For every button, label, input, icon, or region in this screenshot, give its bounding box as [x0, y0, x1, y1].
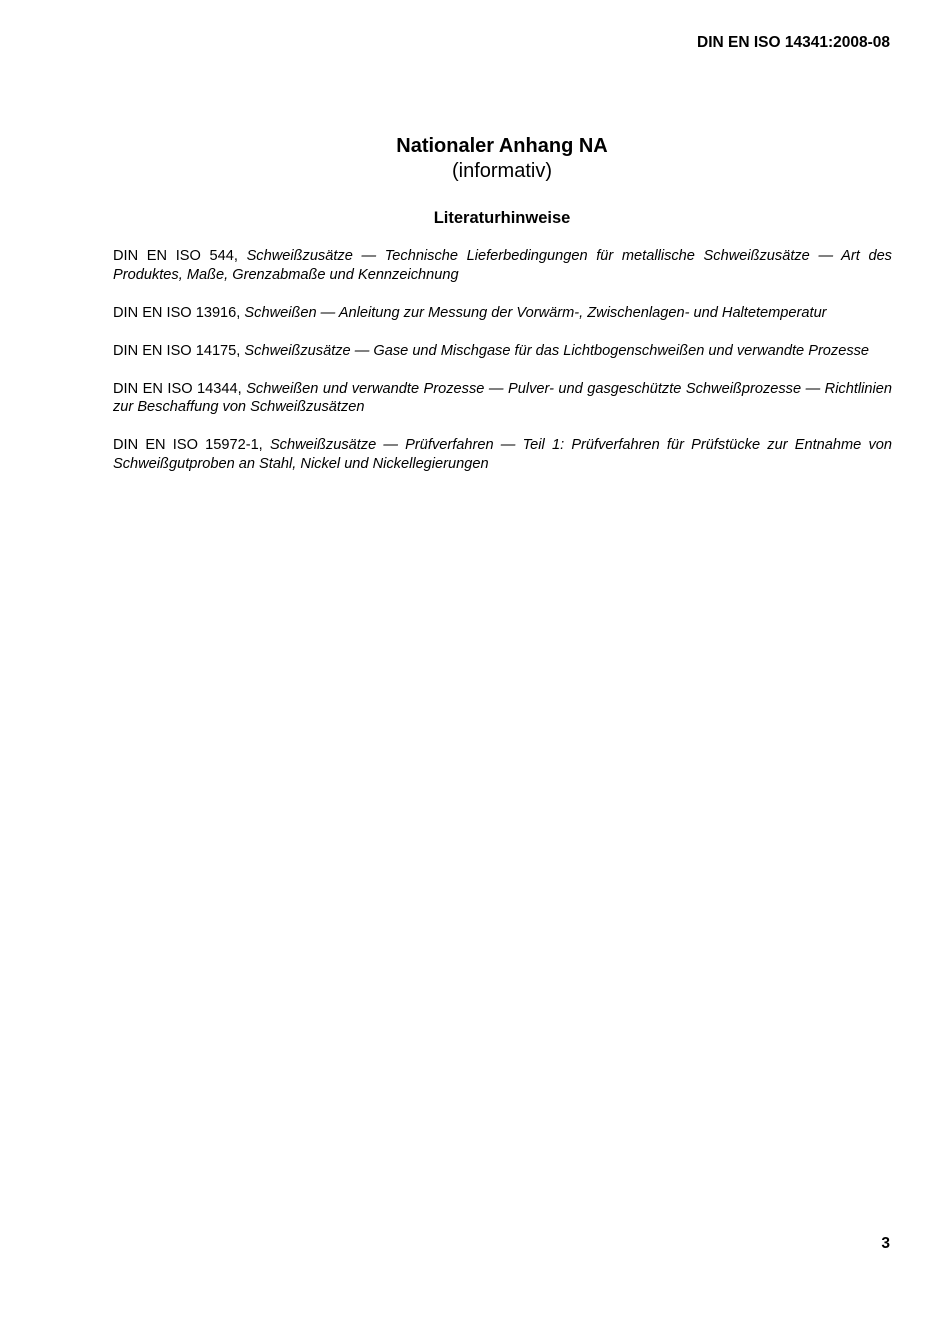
reference-title: Schweißzusätze — Prüfverfahren — Teil 1: Prüfverfahren für Prüfstücke zur Entnahme von Schweißgutproben an Stahl, Nickel und Nickellegierungen: [113, 437, 893, 472]
reference-standard: DIN EN ISO 544,: [113, 248, 238, 264]
section-heading: Literaturhinweise: [433, 209, 571, 227]
reference-entry: [113, 342, 892, 361]
annex-subtitle: (informativ): [451, 160, 552, 182]
annex-title: Nationaler Anhang NA: [396, 135, 608, 157]
reference-title: Schweißzusätze — Technische Lieferbedingungen für metallische Schweißzusätze — Art des Produktes, Maße, Grenzabmaße und Kennzeichnung: [113, 248, 892, 283]
document-number: DIN EN ISO 14341:2008-08: [697, 34, 890, 51]
reference-standard: DIN EN ISO 13916,: [113, 304, 241, 321]
reference-title: Schweißen — Anleitung zur Messung der Vorwärm-, Zwischenlagen- und Haltetemperatur: [244, 304, 827, 321]
reference-entry: [113, 436, 892, 473]
reference-entry: [113, 247, 892, 284]
reference-title: Schweißen und verwandte Prozesse — Pulver- und gasgeschützte Schweißprozesse — Richtlinien zur Beschaffung von Schweißzusätzen: [113, 380, 892, 415]
reference-entry: [113, 304, 892, 323]
reference-entry: [113, 380, 892, 417]
reference-standard: DIN EN ISO 14344,: [113, 380, 242, 397]
reference-title: Schweißzusätze — Gase und Mischgase für das Lichtbogenschweißen und verwandte Prozesse: [244, 342, 870, 359]
reference-standard: DIN EN ISO 14175,: [113, 342, 241, 359]
reference-standard: DIN EN ISO 15972-1,: [113, 437, 263, 453]
page-number: 3: [881, 1235, 890, 1252]
reference-list: [113, 247, 892, 493]
